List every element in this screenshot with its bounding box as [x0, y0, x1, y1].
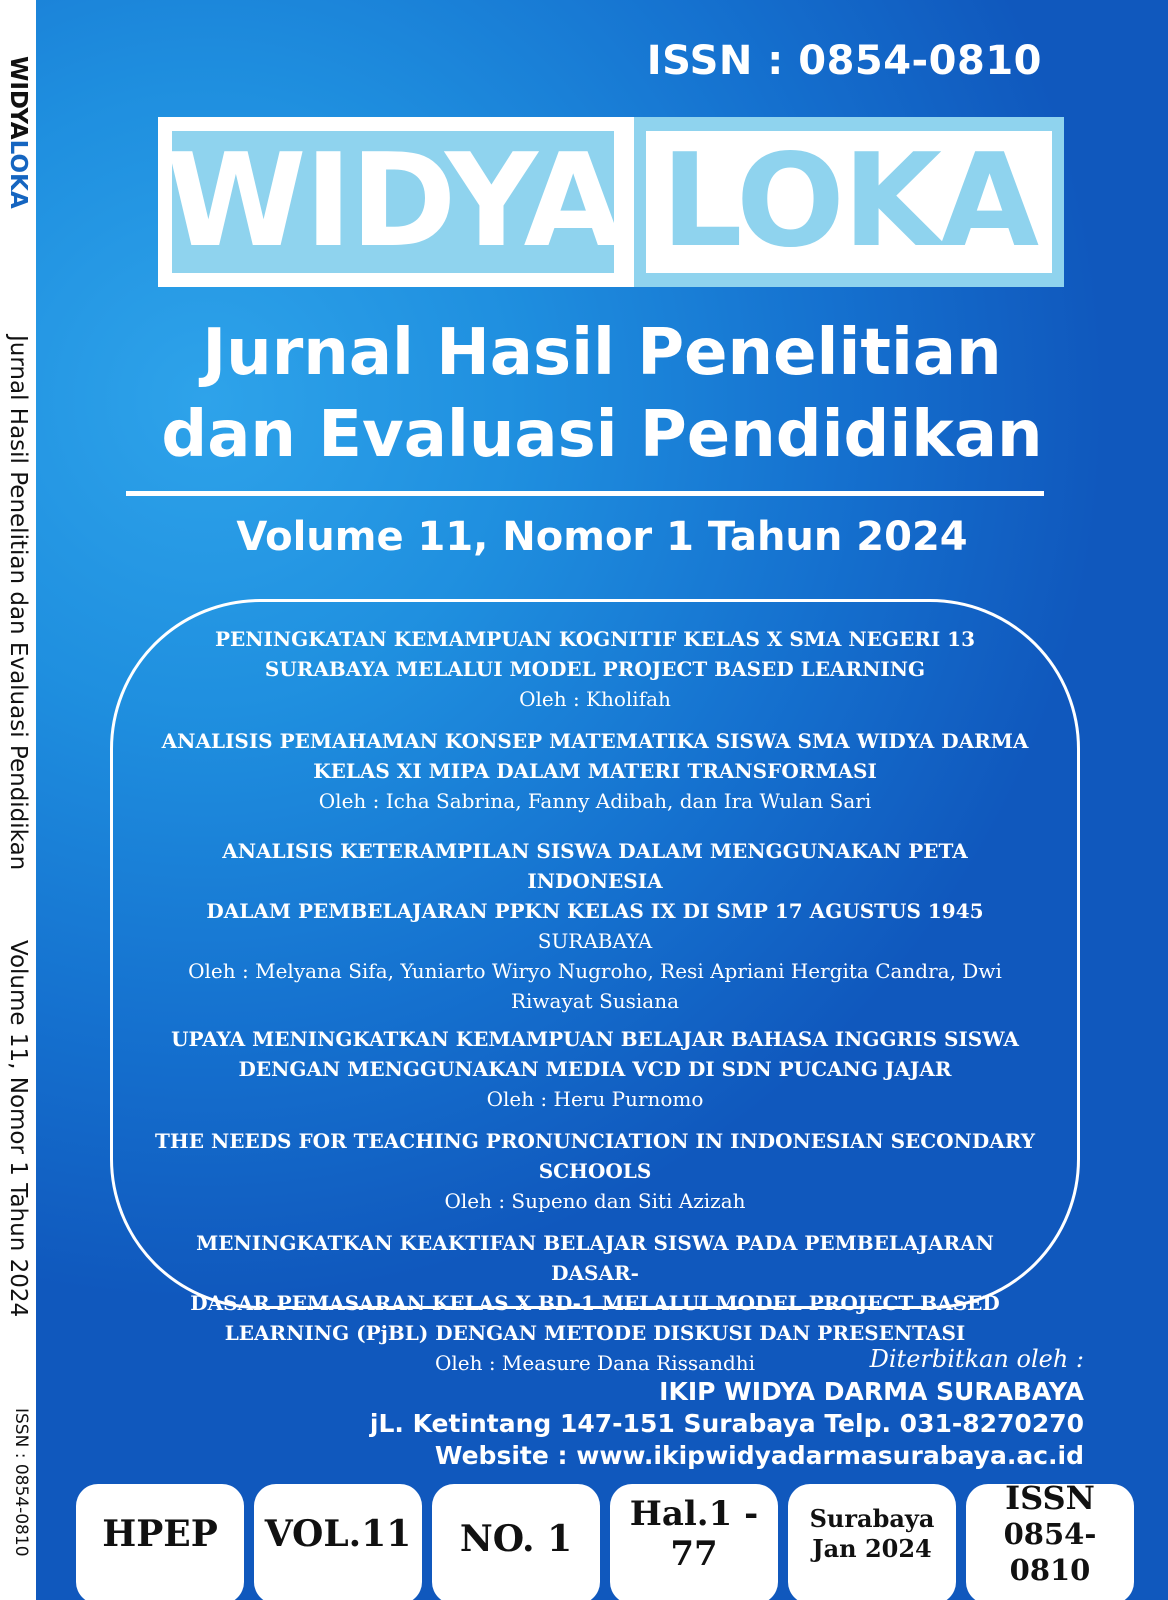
badge-date	[788, 1484, 956, 1600]
article-author: Oleh : Kholifah	[519, 687, 671, 711]
article-title: DENGAN MENGGUNAKAN MEDIA VCD DI SDN PUCANG JAJAR	[238, 1057, 952, 1081]
article-author: Oleh : Supeno dan Siti Azizah	[444, 1189, 746, 1213]
badge-number	[432, 1484, 600, 1600]
badge-volume-text: VOL.11	[264, 1513, 412, 1555]
article-title: ANALISIS PEMAHAMAN KONSEP MATEMATIKA SISWA SMA WIDYA DARMA	[161, 729, 1029, 753]
spine-volume: Volume 11, Nomor 1 Tahun 2024	[5, 940, 31, 1318]
article-title: MENINGKATKAN KEAKTIFAN BELAJAR SISWA PADA PEMBELAJARAN DASAR-	[196, 1231, 994, 1285]
logo-loka-box	[634, 117, 1064, 287]
article-author: Riwayat Susiana	[510, 989, 680, 1013]
logo-loka: LOKA	[646, 131, 1052, 273]
badge-issn-number: 0854-0810	[1003, 1517, 1097, 1587]
article-title: LEARNING (PjBL) DENGAN METODE DISKUSI DAN PRESENTASI	[224, 1321, 966, 1345]
article-author: Oleh : Measure Dana Rissandhi	[434, 1351, 756, 1375]
badge-place: Surabaya	[809, 1504, 935, 1533]
article-3	[153, 836, 1037, 1016]
spine-issn: ISSN : 0854-0810	[11, 1408, 31, 1557]
badge-number-text: NO. 1	[459, 1518, 573, 1560]
cover	[36, 0, 1168, 1600]
article-title: THE NEEDS FOR TEACHING PRONUNCIATION IN INDONESIAN SECONDARY	[154, 1129, 1036, 1153]
journal-title-line1: Jurnal Hasil Penelitian	[202, 316, 1002, 390]
journal-logo	[158, 117, 1064, 287]
article-author: Oleh : Melyana Sifa, Yuniarto Wiryo Nugroho, Resi Apriani Hergita Candra, Dwi	[188, 959, 1002, 983]
info-badges	[76, 1479, 1166, 1600]
spine-title: Jurnal Hasil Penelitian dan Evaluasi Pendidikan	[5, 335, 31, 871]
journal-title	[36, 312, 1168, 476]
article-title: SCHOOLS	[538, 1159, 652, 1183]
article-4	[153, 1024, 1037, 1114]
article-title: SURABAYA MELALUI MODEL PROJECT BASED LEARNING	[264, 657, 926, 681]
spine-brand	[4, 56, 32, 209]
badge-issn-label: ISSN	[1005, 1479, 1095, 1517]
article-title: DALAM PEMBELAJARAN PPKN KELAS IX DI SMP 17 AGUSTUS 1945	[206, 899, 984, 923]
publisher-address: jL. Ketintang 147-151 Surabaya Telp. 031-8270270	[369, 1409, 1084, 1438]
volume-line: Volume 11, Nomor 1 Tahun 2024	[236, 514, 968, 560]
title-divider	[126, 491, 1044, 496]
badge-journal	[76, 1484, 244, 1600]
publisher-block	[370, 1342, 1084, 1472]
article-2	[153, 726, 1037, 816]
journal-title-line2: dan Evaluasi Pendidikan	[161, 398, 1043, 472]
publisher-name: IKIP WIDYA DARMA SURABAYA	[659, 1377, 1084, 1406]
article-author: Oleh : Heru Purnomo	[486, 1087, 704, 1111]
article-author: Oleh : Icha Sabrina, Fanny Adibah, dan Ira Wulan Sari	[318, 789, 872, 813]
article-list	[153, 624, 1037, 1378]
article-5	[153, 1126, 1037, 1216]
article-title: UPAYA MENINGKATKAN KEMAMPUAN BELAJAR BAHASA INGGRIS SISWA	[171, 1027, 1019, 1051]
article-title: PENINGKATAN KEMAMPUAN KOGNITIF KELAS X SMA NEGERI 13	[214, 627, 976, 651]
badge-pages-text: Hal.1 - 77	[629, 1494, 759, 1574]
article-title-line	[153, 896, 1037, 956]
publisher-label: Diterbitkan oleh :	[869, 1345, 1084, 1373]
article-1	[153, 624, 1037, 714]
article-title: DASAR PEMASARAN KELAS X BD-1 MELALUI MODEL PROJECT BASED	[190, 1291, 1000, 1315]
issn-top: ISSN : 0854-0810	[646, 38, 1042, 84]
article-title: ANALISIS KETERAMPILAN SISWA DALAM MENGGUNAKAN PETA INDONESIA	[222, 839, 968, 893]
publisher-website: Website : www.ikipwidyadarmasurabaya.ac.id	[434, 1441, 1084, 1470]
spine-brand-loka: LOKA	[5, 139, 31, 209]
logo-widya: WIDYA	[165, 127, 621, 276]
article-title: KELAS XI MIPA DALAM MATERI TRANSFORMASI	[313, 759, 877, 783]
article-title-tail: SURABAYA	[537, 929, 653, 953]
spine-brand-widya: WIDYA	[5, 56, 31, 140]
badge-issn	[966, 1479, 1134, 1600]
spine	[0, 0, 36, 1600]
badge-journal-text: HPEP	[102, 1513, 218, 1555]
badge-pages	[610, 1484, 778, 1600]
badge-volume	[254, 1484, 422, 1600]
badge-date-text: Jan 2024	[812, 1534, 932, 1563]
